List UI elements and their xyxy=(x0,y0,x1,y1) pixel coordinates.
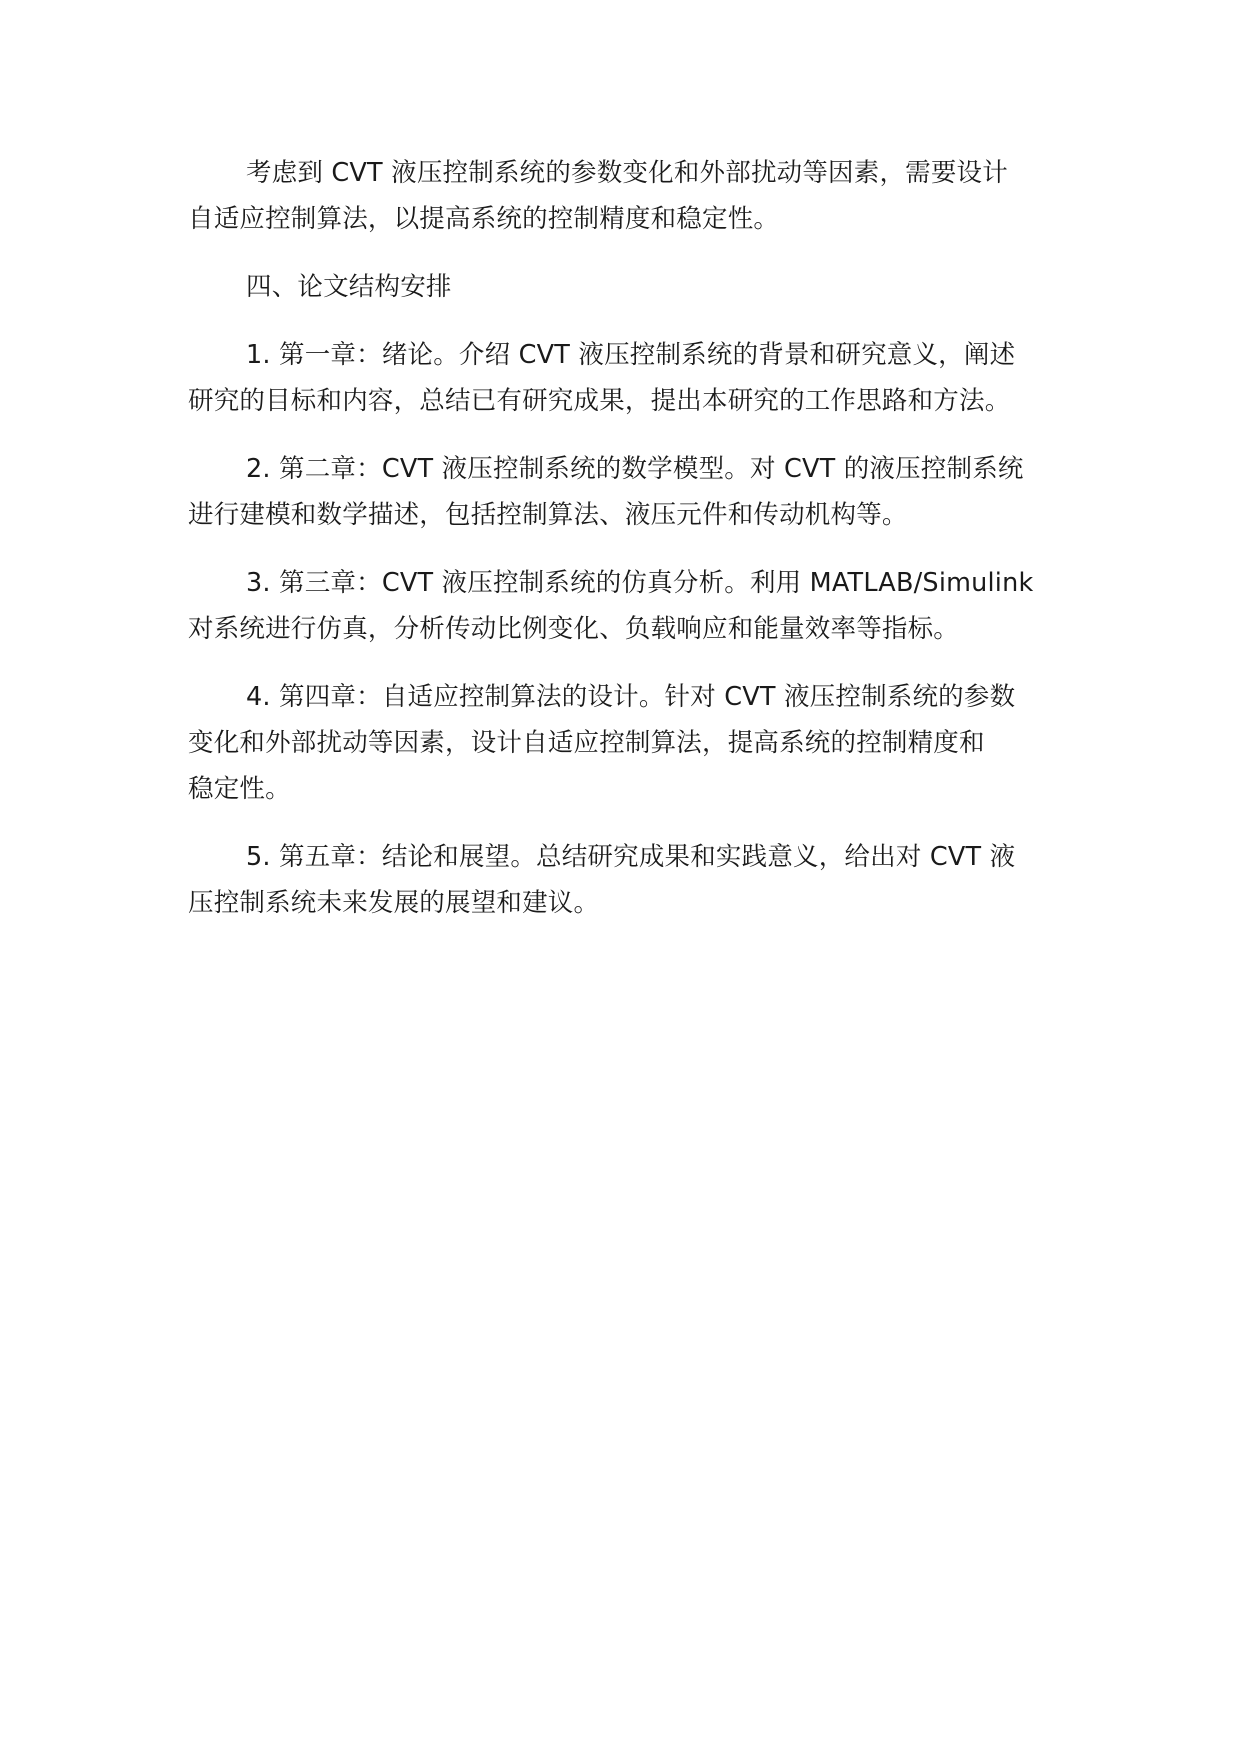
paragraph-line: 5. 第五章：结论和展望。总结研究成果和实践意义，给出对 CVT 液 xyxy=(246,842,1016,872)
paragraph-line: 压控制系统未来发展的展望和建议。 xyxy=(188,888,600,918)
paragraph-line: 研究的目标和内容，总结已有研究成果，提出本研究的工作思路和方法。 xyxy=(188,386,1011,416)
paragraph-line: 进行建模和数学描述，包括控制算法、液压元件和传动机构等。 xyxy=(188,500,908,530)
paragraph-line: 对系统进行仿真，分析传动比例变化、负载响应和能量效率等指标。 xyxy=(188,614,960,644)
paragraph-line: 自适应控制算法，以提高系统的控制精度和稳定性。 xyxy=(188,204,780,234)
document-body xyxy=(188,150,1068,948)
section-heading-text: 四、论文结构安排 xyxy=(246,272,452,302)
paragraph-line: 考虑到 CVT 液压控制系统的参数变化和外部扰动等因素，需要设计 xyxy=(246,158,1008,188)
paragraph-adaptive-control xyxy=(188,150,1068,242)
list-item-chapter-1 xyxy=(188,332,1068,424)
paragraph-line: 1. 第一章：绪论。介绍 CVT 液压控制系统的背景和研究意义，阐述 xyxy=(246,340,1016,370)
list-item-chapter-3 xyxy=(188,560,1068,652)
paragraph-line: 3. 第三章：CVT 液压控制系统的仿真分析。利用 MATLAB/Simulink xyxy=(246,568,1034,598)
section-heading-thesis-structure xyxy=(188,264,1068,310)
paragraph-line: 2. 第二章：CVT 液压控制系统的数学模型。对 CVT 的液压控制系统 xyxy=(246,454,1024,484)
list-item-chapter-5 xyxy=(188,834,1068,926)
paragraph-line: 稳定性。 xyxy=(188,774,291,804)
paragraph-line: 变化和外部扰动等因素，设计自适应控制算法，提高系统的控制精度和 xyxy=(188,728,985,758)
paragraph-line: 4. 第四章：自适应控制算法的设计。针对 CVT 液压控制系统的参数 xyxy=(246,682,1016,712)
list-item-chapter-2 xyxy=(188,446,1068,538)
list-item-chapter-4 xyxy=(188,674,1068,812)
